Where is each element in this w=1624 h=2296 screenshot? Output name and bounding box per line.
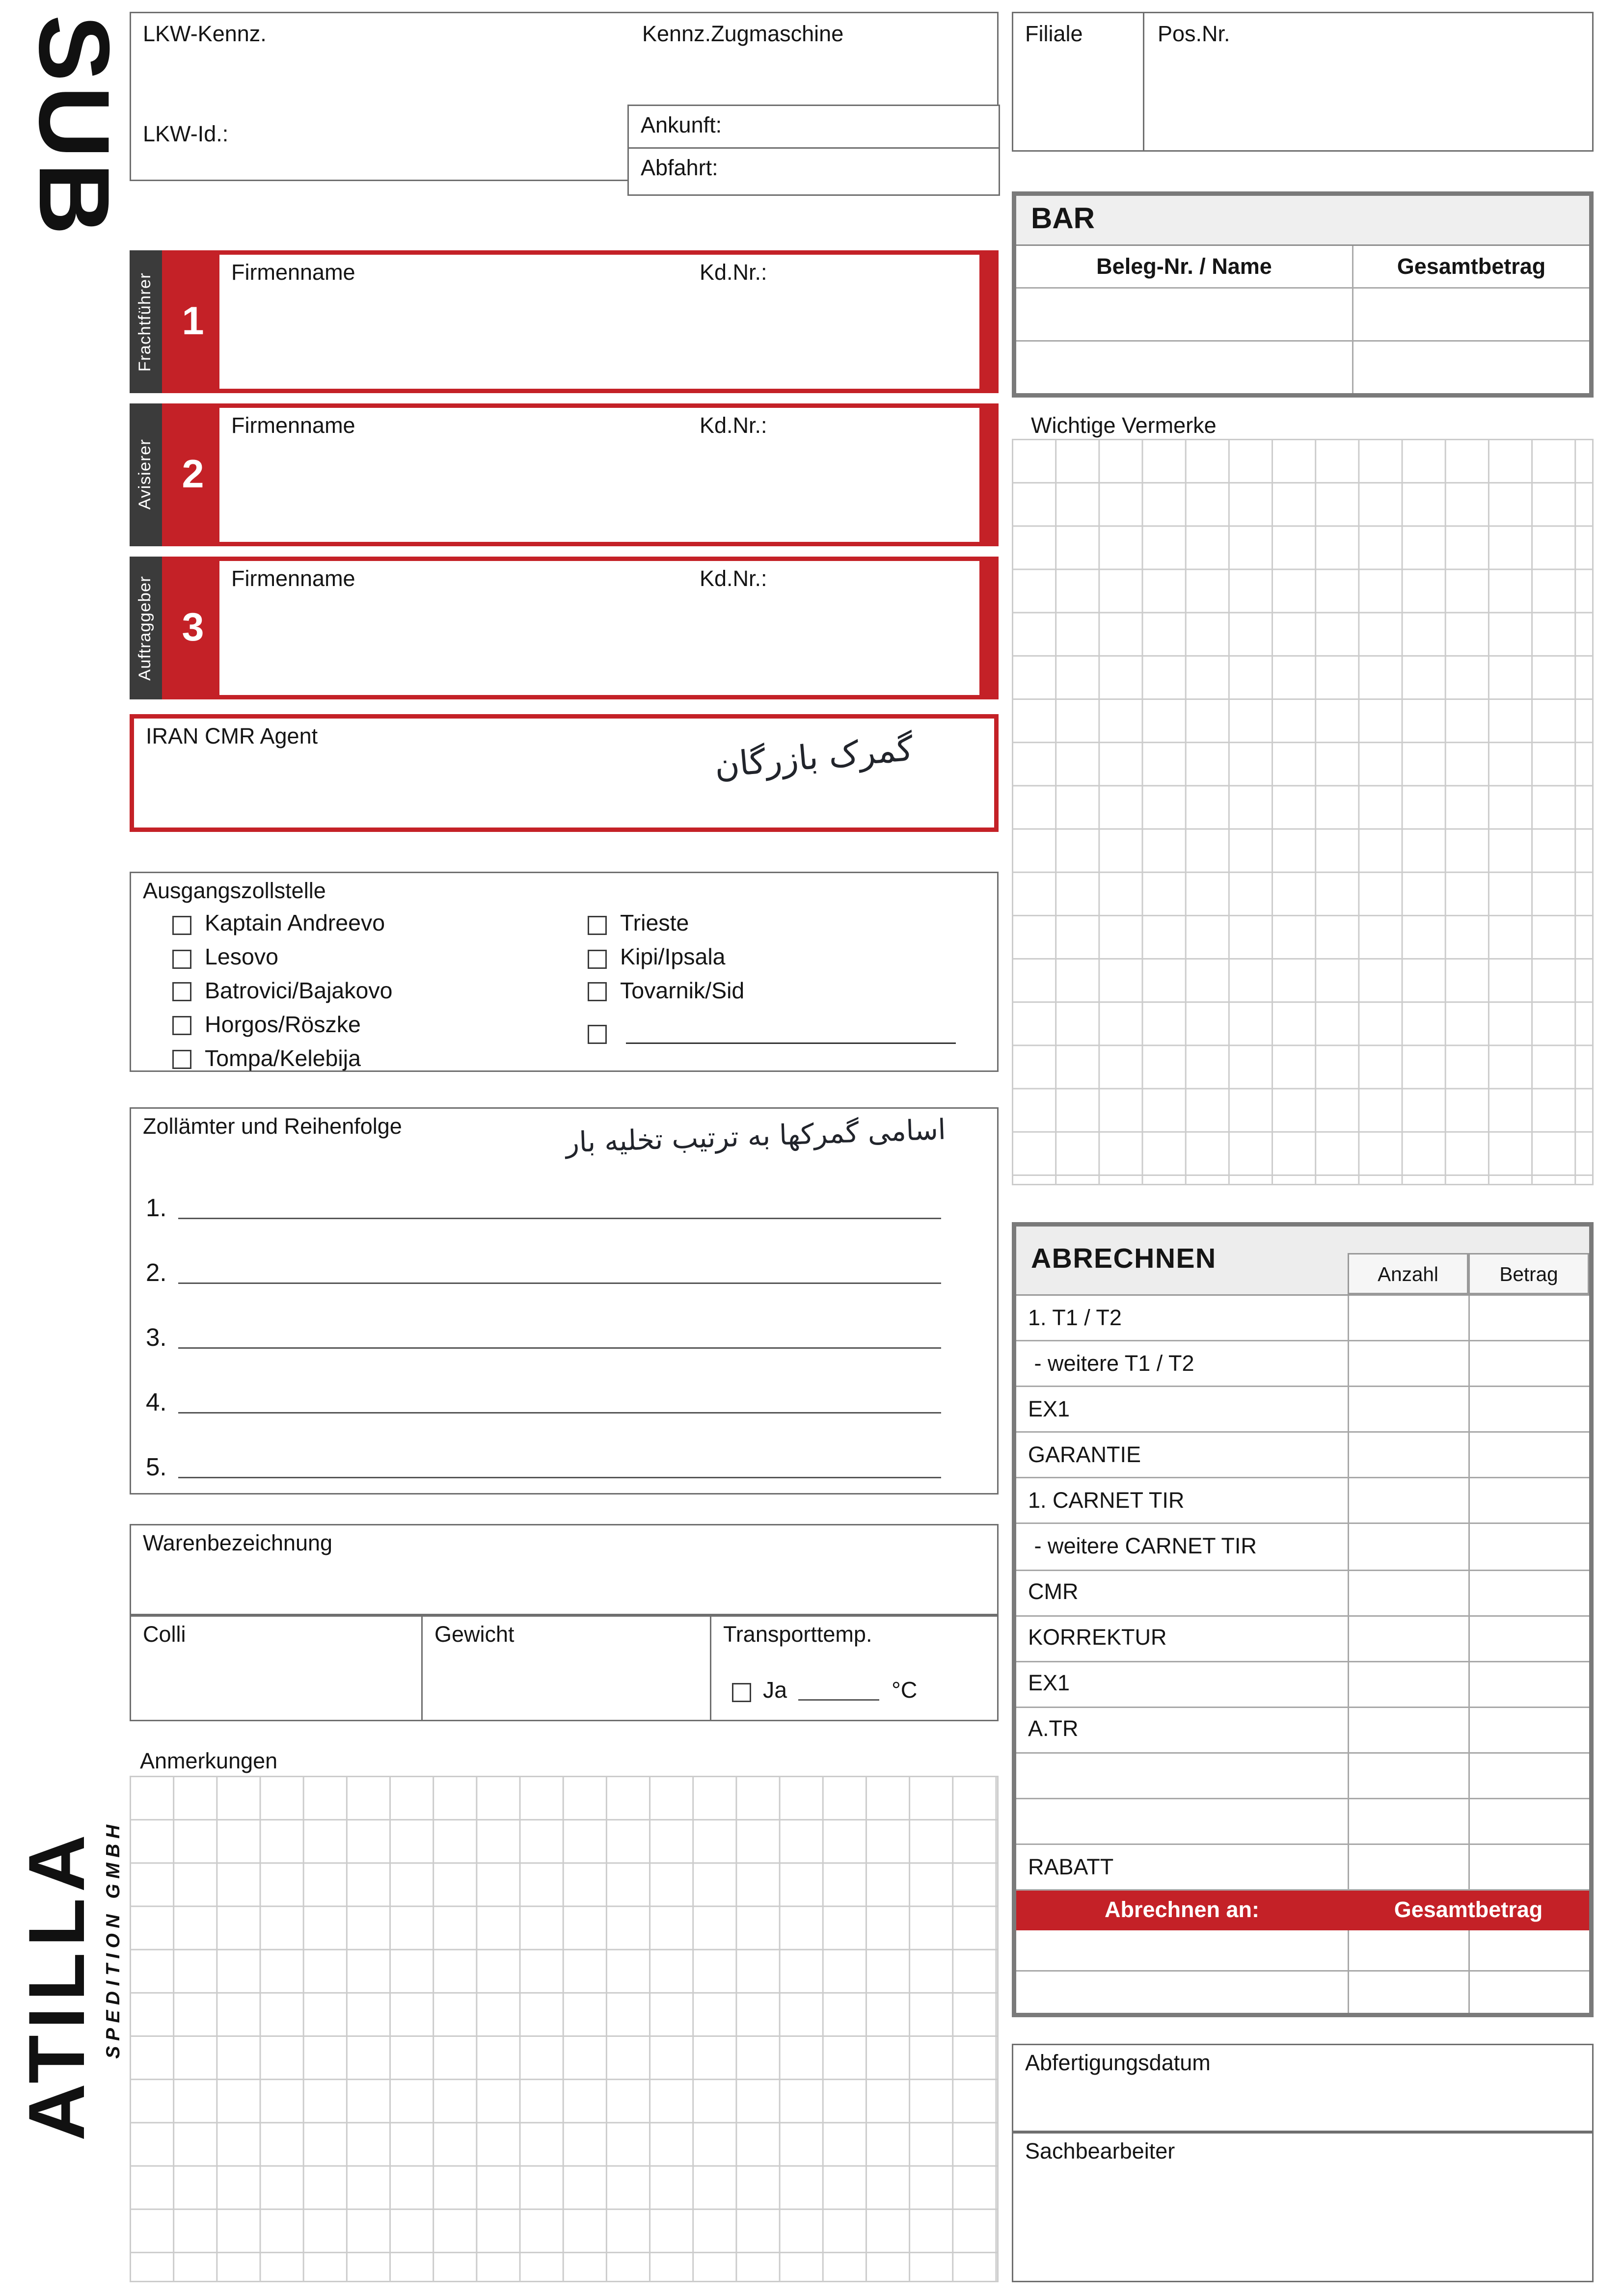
beleg-nr-header: Beleg-Nr. / Name bbox=[1096, 254, 1272, 279]
write-line[interactable] bbox=[179, 1199, 941, 1219]
firmenname-field[interactable] bbox=[219, 255, 979, 389]
role-label: Avisierer bbox=[137, 439, 155, 510]
abrechnen-row bbox=[1016, 1845, 1589, 1891]
party-block-frachtfuehrer bbox=[130, 250, 999, 393]
option-horgos-roeszke bbox=[172, 1009, 393, 1042]
anmerkungen-grid[interactable] bbox=[130, 1776, 999, 2282]
gewicht-field[interactable] bbox=[421, 1617, 710, 1720]
abrechnen-panel bbox=[1012, 1222, 1594, 2017]
role-bar bbox=[130, 403, 162, 546]
abrechnen-total-row bbox=[1016, 1972, 1589, 2013]
zoll-line-1 bbox=[146, 1185, 941, 1224]
checkbox[interactable] bbox=[588, 949, 607, 968]
measures-box bbox=[130, 1615, 999, 1721]
bar-entry-row[interactable] bbox=[1016, 340, 1589, 393]
row-label: 1. CARNET TIR bbox=[1028, 1488, 1185, 1514]
abfahrt-label: Abfahrt: bbox=[641, 156, 718, 181]
party-block-avisierer bbox=[130, 403, 999, 546]
checkbox[interactable] bbox=[172, 983, 191, 1002]
betrag-cell[interactable] bbox=[1468, 1524, 1589, 1569]
betrag-cell[interactable] bbox=[1468, 1931, 1589, 1971]
row-label: EX1 bbox=[1028, 1671, 1070, 1697]
betrag-cell[interactable] bbox=[1468, 1616, 1589, 1660]
anzahl-cell[interactable] bbox=[1348, 1571, 1468, 1615]
anmerkungen-label: Anmerkungen bbox=[140, 1749, 278, 1774]
betrag-cell[interactable] bbox=[1468, 1388, 1589, 1432]
colli-field[interactable] bbox=[131, 1617, 421, 1720]
abrechnen-header bbox=[1016, 1227, 1589, 1296]
betrag-cell[interactable] bbox=[1468, 1571, 1589, 1615]
red-edge-band bbox=[979, 561, 994, 695]
abrechnen-row bbox=[1016, 1341, 1589, 1387]
anzahl-cell[interactable] bbox=[1348, 1754, 1468, 1798]
abrechnen-title: ABRECHNEN bbox=[1031, 1244, 1217, 1275]
filiale-label: Filiale bbox=[1025, 22, 1083, 47]
iran-handwriting: گمرک بازرگان bbox=[712, 730, 915, 786]
checkbox[interactable] bbox=[588, 983, 607, 1002]
anzahl-cell[interactable] bbox=[1348, 1296, 1468, 1340]
line-number: 2. bbox=[146, 1259, 167, 1287]
row-label: RABATT bbox=[1028, 1855, 1114, 1880]
wichtige-vermerke-grid[interactable] bbox=[1012, 439, 1594, 1185]
checkbox[interactable] bbox=[172, 949, 191, 968]
warenbezeichnung-box[interactable] bbox=[130, 1524, 999, 1615]
bar-panel bbox=[1012, 191, 1594, 398]
other-customs-line[interactable] bbox=[626, 1024, 956, 1044]
abfertigungsdatum-box[interactable] bbox=[1012, 2044, 1594, 2132]
party-number-badge: 1 bbox=[166, 255, 219, 389]
wichtige-vermerke-label: Wichtige Vermerke bbox=[1031, 414, 1217, 439]
role-bar bbox=[130, 250, 162, 393]
gesamtbetrag-label: Gesamtbetrag bbox=[1394, 1898, 1543, 1923]
temperature-line[interactable] bbox=[799, 1683, 880, 1701]
checkbox[interactable] bbox=[172, 1016, 191, 1036]
role-label: Frachtführer bbox=[137, 272, 155, 372]
anzahl-cell[interactable] bbox=[1348, 1662, 1468, 1706]
row-label: - weitere CARNET TIR bbox=[1028, 1534, 1257, 1560]
option-lesovo bbox=[172, 942, 393, 975]
row-label: A.TR bbox=[1028, 1717, 1079, 1743]
abfahrt-row[interactable] bbox=[629, 149, 999, 191]
betrag-cell[interactable] bbox=[1468, 1972, 1589, 2013]
checkbox[interactable] bbox=[588, 1025, 607, 1044]
row-label: GARANTIE bbox=[1028, 1442, 1141, 1468]
party-number-badge: 2 bbox=[166, 408, 219, 542]
lkw-kennz-label: LKW-Kennz. bbox=[143, 22, 267, 47]
ankunft-label: Ankunft: bbox=[641, 113, 722, 138]
option-other-customs bbox=[588, 1017, 956, 1051]
ja-checkbox[interactable] bbox=[732, 1682, 751, 1702]
abrechnen-row bbox=[1016, 1708, 1589, 1754]
betrag-cell[interactable] bbox=[1468, 1799, 1589, 1843]
betrag-cell[interactable] bbox=[1468, 1479, 1589, 1523]
option-batrovici-bajakovo bbox=[172, 976, 393, 1009]
line-number: 3. bbox=[146, 1324, 167, 1352]
beleg-cell[interactable] bbox=[1016, 342, 1352, 393]
option-label: Lesovo bbox=[205, 945, 278, 971]
line-number: 4. bbox=[146, 1388, 167, 1416]
beleg-cell[interactable] bbox=[1016, 289, 1352, 340]
transporttemp-field[interactable] bbox=[710, 1617, 997, 1720]
ausgangszollstelle-box bbox=[130, 872, 999, 1072]
betrag-cell[interactable] bbox=[1352, 342, 1589, 393]
line-number: 1. bbox=[146, 1194, 167, 1222]
anzahl-cell[interactable] bbox=[1348, 1524, 1468, 1569]
celsius-label: °C bbox=[892, 1679, 918, 1704]
kdnr-label: Kd.Nr.: bbox=[700, 261, 767, 286]
betrag-cell[interactable] bbox=[1468, 1845, 1589, 1889]
gewicht-label: Gewicht bbox=[434, 1623, 514, 1648]
anzahl-cell[interactable] bbox=[1348, 1341, 1468, 1386]
kdnr-label: Kd.Nr.: bbox=[700, 414, 767, 439]
option-trieste bbox=[588, 908, 744, 942]
write-line[interactable] bbox=[179, 1393, 941, 1414]
sachbearbeiter-label: Sachbearbeiter bbox=[1025, 2139, 1175, 2164]
ankunft-row[interactable] bbox=[629, 106, 999, 149]
checkbox[interactable] bbox=[172, 916, 191, 935]
abrechnen-an-cell[interactable] bbox=[1016, 1972, 1348, 2013]
zoll-line-5 bbox=[146, 1444, 941, 1483]
branch-box[interactable] bbox=[1012, 12, 1594, 152]
bar-title-row bbox=[1016, 196, 1589, 246]
abrechnen-row bbox=[1016, 1388, 1589, 1433]
gesamtbetrag-header: Gesamtbetrag bbox=[1352, 246, 1589, 287]
abrechnen-row bbox=[1016, 1433, 1589, 1479]
role-label: Auftraggeber bbox=[137, 575, 155, 681]
betrag-cell[interactable] bbox=[1468, 1754, 1589, 1798]
party-box bbox=[162, 250, 999, 393]
company-name: ATILLA bbox=[13, 1829, 102, 2141]
colli-label: Colli bbox=[143, 1623, 186, 1648]
firmenname-label: Firmenname bbox=[231, 261, 355, 286]
zoll-line-3 bbox=[146, 1315, 941, 1353]
abrechnen-row bbox=[1016, 1479, 1589, 1524]
anzahl-header: Anzahl bbox=[1348, 1253, 1468, 1294]
write-line[interactable] bbox=[179, 1328, 941, 1349]
company-logo bbox=[13, 1737, 144, 2141]
kdnr-label: Kd.Nr.: bbox=[700, 567, 767, 592]
option-label: Tovarnik/Sid bbox=[620, 979, 745, 1004]
betrag-header: Betrag bbox=[1468, 1253, 1589, 1294]
option-label: Trieste bbox=[620, 912, 689, 937]
option-label: Horgos/Röszke bbox=[205, 1013, 361, 1038]
branch-box-divider bbox=[1143, 13, 1144, 150]
kennz-zugmaschine-label: Kennz.Zugmaschine bbox=[642, 22, 844, 47]
sub-logo: SUB bbox=[18, 15, 130, 240]
bar-title: BAR bbox=[1031, 203, 1095, 236]
option-kipi-ipsala bbox=[588, 942, 744, 975]
anzahl-cell[interactable] bbox=[1348, 1799, 1468, 1843]
anzahl-cell[interactable] bbox=[1348, 1433, 1468, 1477]
pos-nr-label: Pos.Nr. bbox=[1158, 22, 1230, 47]
ja-label: Ja bbox=[763, 1679, 787, 1704]
party-box bbox=[162, 557, 999, 699]
option-tompa-kelebija bbox=[172, 1043, 393, 1076]
abfertigungsdatum-label: Abfertigungsdatum bbox=[1025, 2051, 1211, 2076]
abrechnen-row bbox=[1016, 1571, 1589, 1616]
firmenname-field[interactable] bbox=[219, 408, 979, 542]
anzahl-cell[interactable] bbox=[1348, 1972, 1468, 2013]
abrechnen-row bbox=[1016, 1662, 1589, 1708]
betrag-cell[interactable] bbox=[1468, 1341, 1589, 1386]
betrag-cell[interactable] bbox=[1352, 289, 1589, 340]
warenbezeichnung-label: Warenbezeichnung bbox=[143, 1531, 333, 1556]
write-line[interactable] bbox=[179, 1263, 941, 1284]
zollaemter-box bbox=[130, 1107, 999, 1495]
anzahl-cell[interactable] bbox=[1348, 1931, 1468, 1971]
customs-options-right bbox=[588, 908, 744, 1009]
customs-options-left bbox=[172, 908, 393, 1076]
abrechnen-total-row bbox=[1016, 1931, 1589, 1972]
option-kaptain-andreevo bbox=[172, 908, 393, 942]
anzahl-cell[interactable] bbox=[1348, 1388, 1468, 1432]
red-edge-band bbox=[979, 255, 994, 389]
betrag-cell[interactable] bbox=[1468, 1296, 1589, 1340]
ausgangszollstelle-label: Ausgangszollstelle bbox=[143, 879, 326, 904]
option-label: Batrovici/Bajakovo bbox=[205, 979, 393, 1004]
row-label: 1. T1 / T2 bbox=[1028, 1305, 1122, 1331]
betrag-cell[interactable] bbox=[1468, 1662, 1589, 1706]
abrechnen-row bbox=[1016, 1754, 1589, 1799]
firmenname-label: Firmenname bbox=[231, 567, 355, 592]
option-label: Kaptain Andreevo bbox=[205, 912, 385, 937]
checkbox[interactable] bbox=[172, 1050, 191, 1069]
firmenname-label: Firmenname bbox=[231, 414, 355, 439]
transporttemp-label: Transporttemp. bbox=[723, 1623, 872, 1648]
abrechnen-row bbox=[1016, 1799, 1589, 1845]
line-number: 5. bbox=[146, 1453, 167, 1481]
betrag-cell[interactable] bbox=[1468, 1708, 1589, 1752]
abrechnen-row bbox=[1016, 1524, 1589, 1570]
temperature-row bbox=[732, 1679, 917, 1705]
arrival-departure-box[interactable] bbox=[627, 105, 1000, 196]
role-bar bbox=[130, 557, 162, 699]
anzahl-cell[interactable] bbox=[1348, 1845, 1468, 1889]
zoll-line-2 bbox=[146, 1250, 941, 1288]
iran-cmr-agent-box[interactable] bbox=[130, 714, 999, 832]
truck-info-box[interactable] bbox=[130, 12, 999, 181]
write-line[interactable] bbox=[179, 1458, 941, 1478]
zollaemter-label: Zollämter und Reihenfolge bbox=[143, 1115, 402, 1140]
option-tovarnik-sid bbox=[588, 976, 744, 1009]
row-label: CMR bbox=[1028, 1580, 1079, 1605]
iran-cmr-agent-label: IRAN CMR Agent bbox=[146, 724, 318, 749]
zollaemter-handwriting: اسامی گمرکها به ترتیب تخلیه بار bbox=[565, 1114, 946, 1160]
abrechnen-footer-row bbox=[1016, 1891, 1589, 1931]
row-label: - weitere T1 / T2 bbox=[1028, 1351, 1194, 1376]
lkw-id-label: LKW-Id.: bbox=[143, 122, 229, 147]
abrechnen-an-cell[interactable] bbox=[1016, 1931, 1348, 1971]
bar-header-row bbox=[1016, 246, 1589, 287]
abrechnen-row bbox=[1016, 1616, 1589, 1662]
sachbearbeiter-box[interactable] bbox=[1012, 2132, 1594, 2282]
option-label: Tompa/Kelebija bbox=[205, 1046, 361, 1071]
option-label: Kipi/Ipsala bbox=[620, 945, 726, 971]
checkbox[interactable] bbox=[588, 916, 607, 935]
anzahl-cell[interactable] bbox=[1348, 1708, 1468, 1752]
company-subtitle: SPEDITION GMBH bbox=[102, 1819, 124, 2059]
row-label: EX1 bbox=[1028, 1397, 1070, 1422]
zoll-line-4 bbox=[146, 1380, 941, 1418]
betrag-cell[interactable] bbox=[1468, 1433, 1589, 1477]
red-edge-band bbox=[979, 408, 994, 542]
abrechnen-an-label: Abrechnen an: bbox=[1104, 1898, 1259, 1923]
firmenname-field[interactable] bbox=[219, 561, 979, 695]
row-label: KORREKTUR bbox=[1028, 1626, 1167, 1651]
party-block-auftraggeber bbox=[130, 557, 999, 699]
bar-entry-row[interactable] bbox=[1016, 287, 1589, 340]
anzahl-cell[interactable] bbox=[1348, 1616, 1468, 1660]
party-number-badge: 3 bbox=[166, 561, 219, 695]
abrechnen-row bbox=[1016, 1296, 1589, 1341]
party-box bbox=[162, 403, 999, 546]
anzahl-cell[interactable] bbox=[1348, 1479, 1468, 1523]
